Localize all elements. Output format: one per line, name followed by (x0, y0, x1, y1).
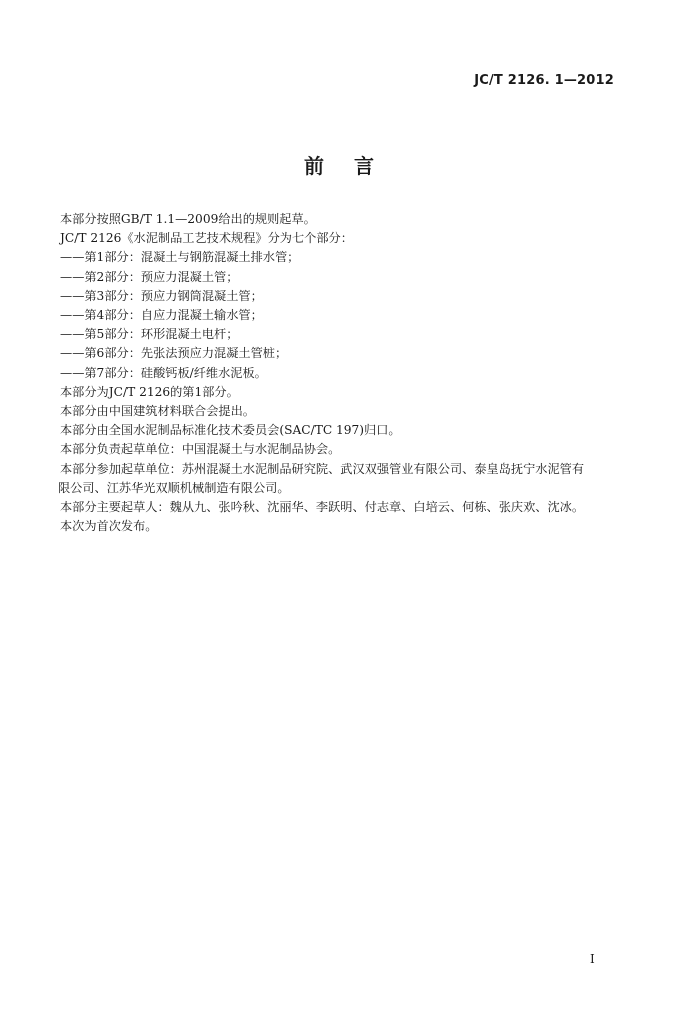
list-item: ——第2部分：预应力混凝土管； (60, 269, 239, 284)
list-item: ——第6部分：先张法预应力混凝土管桩； (60, 346, 288, 361)
paragraph: 本部分负责起草单位：中国混凝土与水泥制品协会。 (60, 442, 341, 457)
paragraph: 本部分由中国建筑材料联合会提出。 (60, 404, 255, 419)
list-item: ——第1部分：混凝土与钢筋混凝土排水管； (60, 250, 300, 265)
paragraph: 本部分主要起草人：魏从九、张吟秋、沈丽华、李跃明、付志章、白培云、何栋、张庆欢、沈冰。 (60, 500, 585, 515)
page-title: 前言 (304, 154, 404, 178)
list-item: ——第7部分：硅酸钙板/纤维水泥板。 (60, 365, 267, 380)
paragraph: 本部分按照GB/T 1.1—2009给出的规则起草。 (60, 212, 316, 226)
paragraph-continuation: 限公司、江苏华光双顺机械制造有限公司。 (58, 480, 290, 495)
foreword-body (60, 210, 620, 536)
page-number: I (590, 952, 595, 966)
paragraph: 本部分由全国水泥制品标准化技术委员会(SAC/TC 197)归口。 (60, 423, 401, 438)
paragraph: JC/T 2126《水泥制品工艺技术规程》分为七个部分： (60, 231, 353, 246)
list-item: ——第5部分：环形混凝土电杆； (60, 327, 239, 342)
list-item: ——第3部分：预应力钢筒混凝土管； (60, 288, 263, 303)
standard-code: JC/T 2126. 1—2012 (474, 73, 614, 88)
paragraph: 本次为首次发布。 (60, 519, 158, 534)
paragraph: 本部分参加起草单位：苏州混凝土水泥制品研究院、武汉双强管业有限公司、泰皇岛抚宁水泥管有 (60, 461, 585, 476)
list-item: ——第4部分：自应力混凝土输水管； (60, 308, 263, 323)
paragraph: 本部分为JC/T 2126的第1部分。 (60, 384, 239, 399)
